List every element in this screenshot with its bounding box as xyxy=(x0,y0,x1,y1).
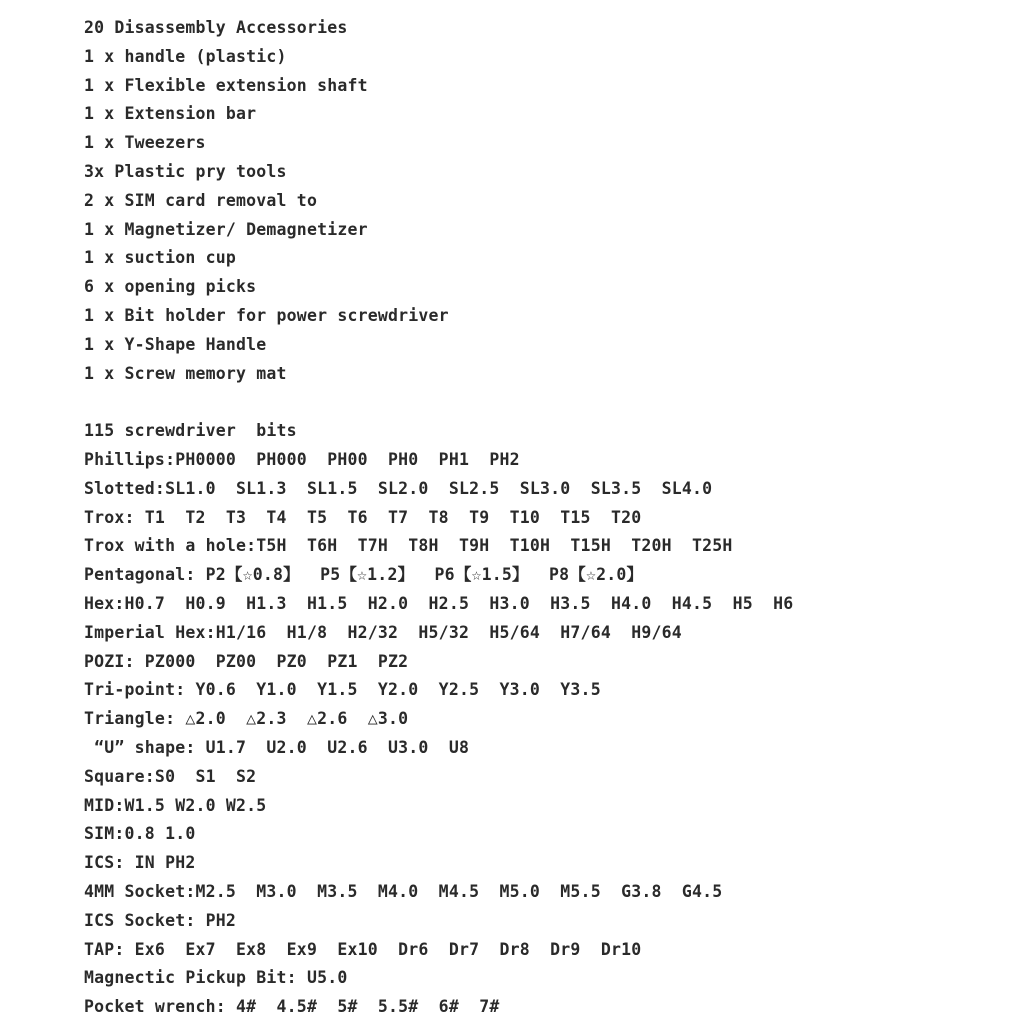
accessory-item: 1 x Bit holder for power screwdriver xyxy=(84,305,449,325)
bit-type-line-triangle: Triangle: △2.0 △2.3 △2.6 △3.0 xyxy=(84,709,409,729)
accessory-item: 1 x Y-Shape Handle xyxy=(84,334,267,354)
bit-type-line-sim: SIM:0.8 1.0 xyxy=(84,824,196,844)
bit-type-line-mid: MID:W1.5 W2.0 W2.5 xyxy=(84,795,267,815)
accessory-item: 3x Plastic pry tools xyxy=(84,161,287,181)
section-spacer xyxy=(84,388,1004,417)
bit-type-line-trox: Trox: T1 T2 T3 T4 T5 T6 T7 T8 T9 T10 T15 T20 xyxy=(84,507,642,527)
bit-type-line-hex: Hex:H0.7 H0.9 H1.3 H1.5 H2.0 H2.5 H3.0 H3.5 H4.0 H4.5 H5 H6 xyxy=(84,593,794,613)
bit-type-line-4mm-socket: 4MM Socket:M2.5 M3.0 M3.5 M4.0 M4.5 M5.0 M5.5 G3.8 G4.5 xyxy=(84,881,723,901)
bit-type-line-tap: TAP: Ex6 Ex7 Ex8 Ex9 Ex10 Dr6 Dr7 Dr8 Dr9 Dr10 xyxy=(84,939,642,959)
accessory-item: 1 x handle (plastic) xyxy=(84,46,287,66)
bit-type-line-pentagonal: Pentagonal: P2【☆0.8】 P5【☆1.2】 P6【☆1.5】 P8【☆2.0】 xyxy=(84,565,644,585)
bit-type-line-tri-point: Tri-point: Y0.6 Y1.0 Y1.5 Y2.0 Y2.5 Y3.0 Y3.5 xyxy=(84,680,601,700)
accessory-item: 1 x Screw memory mat xyxy=(84,363,287,383)
bit-type-line-ics: ICS: IN PH2 xyxy=(84,853,196,873)
bit-type-line-pozi: POZI: PZ000 PZ00 PZ0 PZ1 PZ2 xyxy=(84,651,409,671)
bit-type-line-ics-socket: ICS Socket: PH2 xyxy=(84,910,237,930)
bit-type-line-slotted: Slotted:SL1.0 SL1.3 SL1.5 SL2.0 SL2.5 SL3.0 SL3.5 SL4.0 xyxy=(84,478,713,498)
bit-type-line-phillips: Phillips:PH0000 PH000 PH00 PH0 PH1 PH2 xyxy=(84,449,520,469)
bit-type-line-magnetic-pickup: Magnectic Pickup Bit: U5.0 xyxy=(84,968,348,988)
accessory-item: 1 x Flexible extension shaft xyxy=(84,75,368,95)
accessory-item: 1 x Magnetizer/ Demagnetizer xyxy=(84,219,368,239)
accessory-item: 6 x opening picks xyxy=(84,277,257,297)
bits-heading: 115 screwdriver bits xyxy=(84,421,297,441)
bit-type-line-trox-hole: Trox with a hole:T5H T6H T7H T8H T9H T10H T15H T20H T25H xyxy=(84,536,733,556)
bit-type-line-pocket-wrench: Pocket wrench: 4# 4.5# 5# 5.5# 6# 7# xyxy=(84,997,500,1017)
accessory-item: 2 x SIM card removal to xyxy=(84,190,318,210)
accessories-heading: 20 Disassembly Accessories xyxy=(84,18,348,37)
bit-type-line-imperial-hex: Imperial Hex:H1/16 H1/8 H2/32 H5/32 H5/64 H7/64 H9/64 xyxy=(84,622,682,642)
accessory-item: 1 x Tweezers xyxy=(84,133,206,153)
bit-type-line-u-shape: “U” shape: U1.7 U2.0 U2.6 U3.0 U8 xyxy=(84,737,470,757)
product-spec-document xyxy=(84,14,1004,1022)
bit-type-line-square: Square:S0 S1 S2 xyxy=(84,766,257,786)
accessory-item: 1 x Extension bar xyxy=(84,104,257,124)
accessory-item: 1 x suction cup xyxy=(84,248,237,268)
